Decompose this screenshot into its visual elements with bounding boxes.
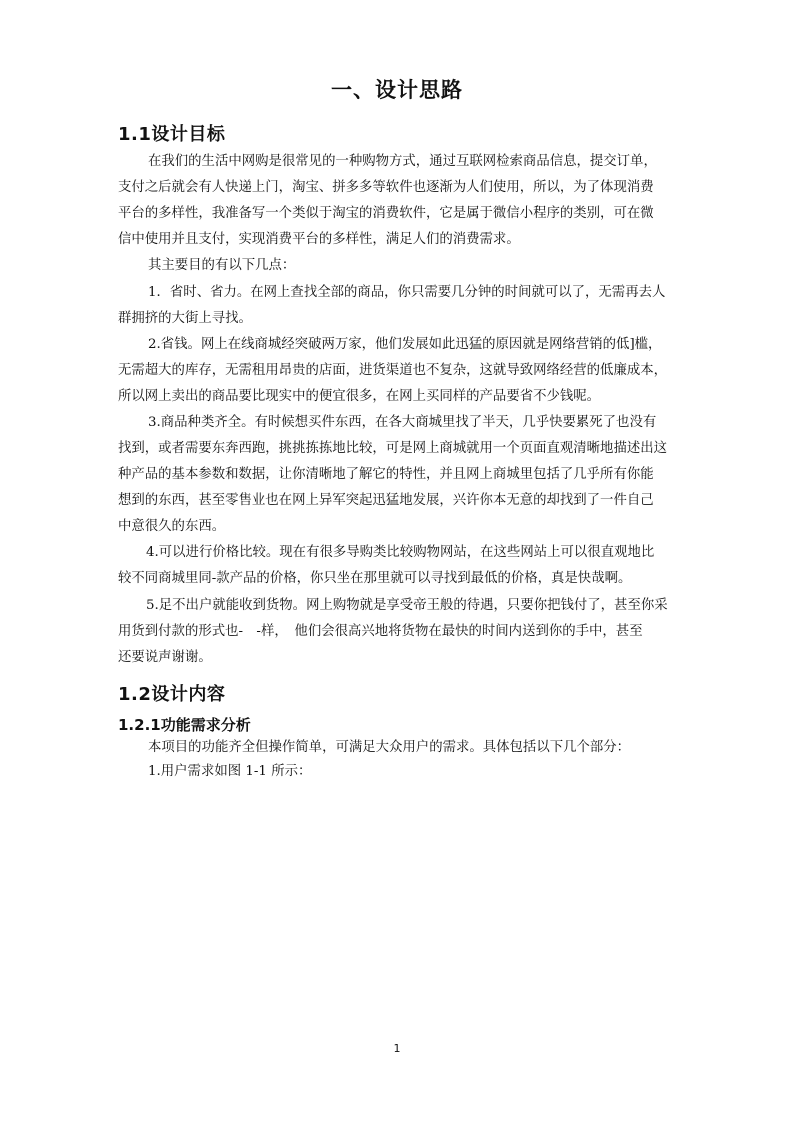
list-item-line: 种产品的基本参数和数据，让你清晰地了解它的特性，并且网上商城里包括了几乎所有你能: [118, 467, 654, 482]
subsection-heading-requirements: 1.2.1功能需求分析: [118, 716, 251, 734]
paragraph-line: 支付之后就会有人快递上门，淘宝、拼多多等软件也逐渐为人们使用，所以，为了体现消费: [118, 180, 654, 195]
list-item-line: 用货到付款的形式也- -样， 他们会很高兴地将货物在最快的时间内送到你的手中，甚至: [118, 624, 643, 639]
list-item-line: 1．省时、省力。在网上查找全部的商品，你只需要几分钟的时间就可以了，无需再去人: [148, 285, 666, 300]
page-number: 1: [393, 1042, 401, 1055]
paragraph-line: 1.用户需求如图 1-1 所示：: [148, 764, 312, 779]
list-item-line: 4.可以进行价格比较。现在有很多导购类比较购物网站，在这些网站上可以很直观地比: [146, 545, 655, 560]
list-item-line: 无需超大的库存，无需租用昂贵的店面，进货渠道也不复杂，这就导致网络经营的低廉成本，: [118, 363, 668, 378]
list-item-line: 5.足不出户就能收到货物。网上购物就是享受帝王般的待遇，只要你把钱付了，甚至你采: [146, 598, 668, 613]
list-item-line: 还要说声谢谢。: [118, 650, 212, 665]
section-heading-design-goal: 1.1设计目标: [118, 124, 226, 145]
list-item-line: 2.省钱。网上在线商城经突破两万家，他们发展如此迅猛的原因就是网络营销的低]槛，: [148, 337, 662, 352]
section-heading-design-content: 1.2设计内容: [118, 684, 226, 705]
list-item-line: 找到，或者需要东奔西跑，挑挑拣拣地比较，可是网上商城就用一个页面直观清晰地描述出这: [118, 441, 668, 456]
list-item-line: 群拥挤的大街上寻找。: [118, 311, 252, 326]
paragraph-line: 平台的多样性，我准备写一个类似于淘宝的消费软件，它是属于微信小程序的类别，可在微: [118, 206, 654, 221]
list-item-line: 所以网上卖出的商品要比现实中的便宜很多，在网上买同样的产品要省不少钱呢。: [118, 389, 601, 404]
paragraph-line: 其主要目的有以下几点：: [148, 258, 296, 273]
list-item-line: 想到的东西，甚至零售业也在网上异军突起迅猛地发展，兴许你本无意的却找到了一件自己: [118, 493, 654, 508]
page-title: 一、设计思路: [331, 78, 463, 102]
paragraph-line: 本项目的功能齐全但操作简单，可满足大众用户的需求。具体包括以下几个部分：: [148, 740, 631, 755]
list-item-line: 较不同商城里同-款产品的价格，你只坐在那里就可以寻找到最低的价格，真是快哉啊。: [118, 571, 632, 586]
paragraph-line: 在我们的生活中网购是很常见的一种购物方式，通过互联网检索商品信息，提交订单，: [148, 154, 657, 169]
list-item-line: 中意很久的东西。: [118, 519, 226, 534]
list-item-line: 3.商品种类齐全。有时候想买件东西，在各大商城里找了半天，几乎快要累死了也没有: [148, 415, 657, 430]
paragraph-line: 信中使用并且支付，实现消费平台的多样性，满足人们的消费需求。: [118, 232, 520, 247]
